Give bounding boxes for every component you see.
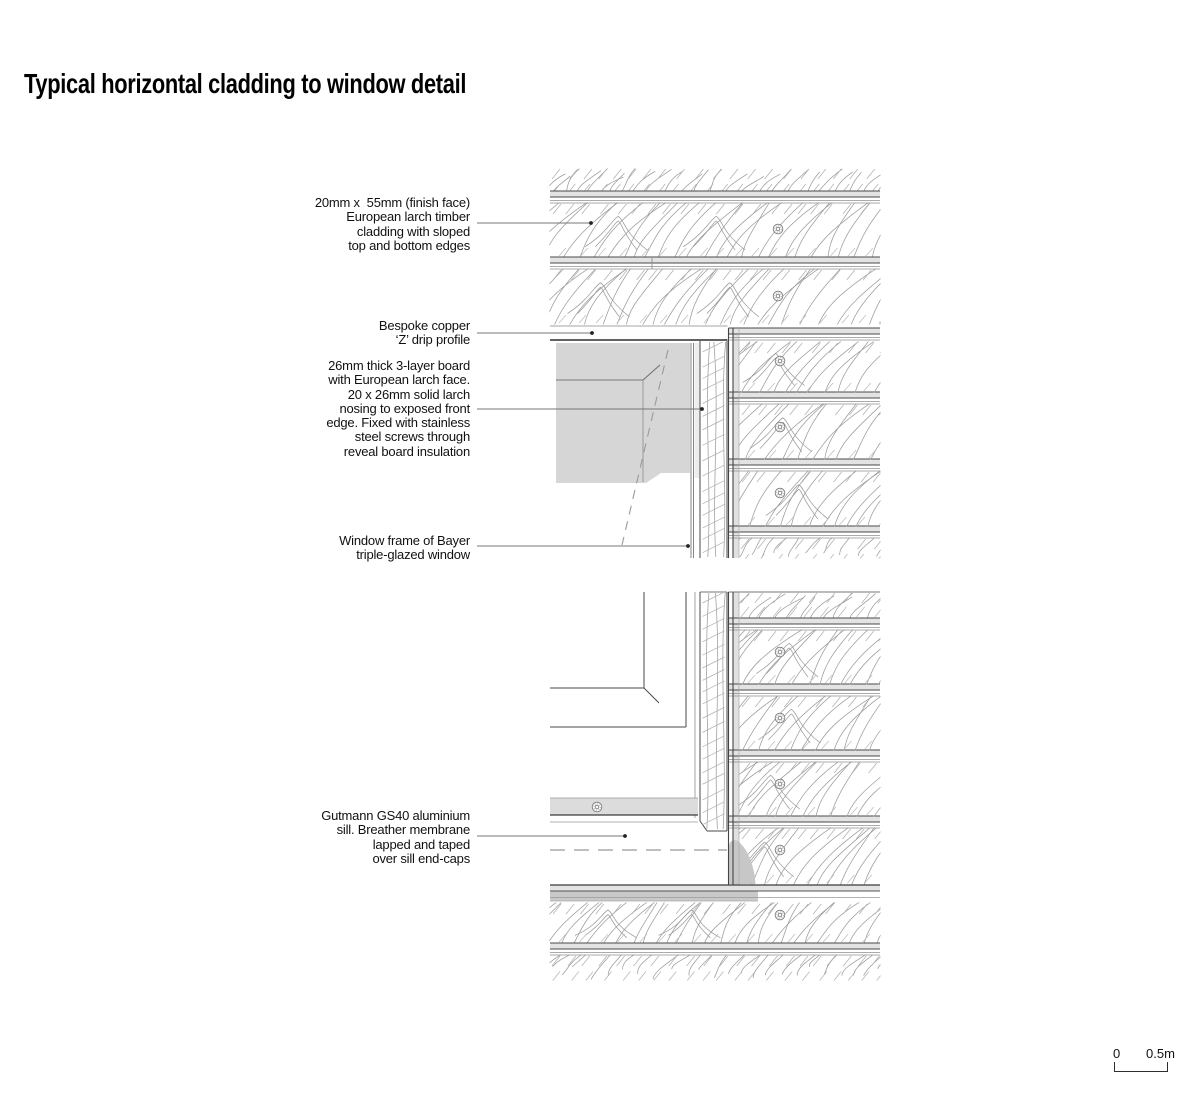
annotation-text-line: Bespoke copper	[378, 318, 470, 333]
annotation-window-frame	[339, 534, 470, 563]
timber-board	[697, 694, 929, 752]
window-frame-corner	[550, 592, 695, 818]
reveal-board-lower	[700, 592, 727, 831]
board-separator-band	[729, 816, 881, 828]
scale-zero-label: 0	[1113, 1046, 1121, 1061]
timber-board	[508, 267, 909, 326]
annotation-text-line: top and bottom edges	[348, 237, 470, 253]
annotation-text-line: edge. Fixed with stainless	[326, 415, 470, 431]
screw-fixing-icon	[775, 713, 785, 723]
leader-line	[477, 331, 594, 335]
screw-fixing-icon	[775, 910, 785, 920]
annotation-text-line: nosing to exposed front	[339, 400, 470, 416]
sill-flashing	[550, 798, 756, 884]
reveal-board-grain	[703, 592, 726, 829]
annotation-sill	[321, 809, 470, 866]
board-separator-band	[729, 750, 881, 762]
screw-fixing-icon	[775, 488, 785, 498]
board-separator-band	[729, 684, 881, 696]
cladding-top-block	[508, 168, 909, 326]
annotation-text-line: Gutmann GS40 aluminium	[321, 808, 470, 823]
board-separator-band	[729, 392, 881, 404]
annotation-text-line: with European larch face.	[328, 372, 470, 388]
annotation-text-line: cladding with sloped	[356, 223, 470, 239]
leader-dot	[686, 544, 690, 548]
annotation-text-line: over sill end-caps	[372, 850, 470, 866]
annotation-text-line: Window frame of Bayer	[339, 533, 470, 548]
board-separator-band	[729, 618, 881, 630]
leader-lines	[477, 221, 704, 838]
reveal-board-grain	[703, 341, 726, 557]
leader-dot	[589, 221, 593, 225]
board-separator-band	[729, 459, 881, 471]
board-separator-band	[550, 943, 880, 955]
annotation-cladding	[315, 196, 470, 253]
timber-board	[697, 402, 924, 461]
timber-board-partial	[721, 536, 890, 564]
timber-board	[518, 901, 920, 945]
timber-board-partial	[530, 168, 889, 194]
annotation-reveal-board	[326, 359, 470, 459]
annotation-text-line: sill. Breather membrane	[336, 822, 470, 838]
annotation-text-line: 26mm thick 3-layer board	[328, 358, 470, 373]
screw-fixing-icon	[775, 845, 785, 855]
annotation-text-line: reveal board insulation	[343, 443, 470, 459]
annotation-text-line: 20mm x 55mm (finish face)	[314, 195, 470, 210]
reveal-board-upper	[700, 341, 727, 558]
timber-board-partial	[529, 953, 905, 981]
leader-line	[477, 834, 627, 838]
head-detail	[556, 343, 700, 558]
scale-end-label: 0.5m	[1146, 1046, 1175, 1061]
screw-fixing-icon	[775, 422, 785, 432]
annotation-text-line: European larch timber	[346, 209, 470, 225]
leader-dot	[590, 331, 594, 335]
timber-board	[508, 201, 902, 259]
annotation-text-line: 20 x 26mm solid larch	[347, 386, 470, 402]
board-separator-band	[550, 191, 880, 203]
timber-board-partial	[717, 593, 907, 620]
annotation-text-line: ‘Z’ drip profile	[395, 332, 470, 348]
annotation-text-line: lapped and taped	[372, 836, 470, 852]
leader-line	[477, 544, 690, 548]
leader-line	[477, 221, 593, 225]
screw-fixing-icon	[773, 291, 783, 301]
leader-dot	[700, 407, 704, 411]
bottom-block-screws	[775, 910, 785, 920]
board-separator-band	[729, 526, 881, 538]
annotation-copper-drip	[379, 319, 470, 348]
board-separator-band	[550, 257, 880, 269]
screw-fixing-icon	[773, 224, 783, 234]
right-column-screws	[775, 356, 785, 855]
cladding-bottom-block	[518, 885, 920, 981]
scale-bar-bracket	[1114, 1062, 1168, 1072]
timber-board	[697, 469, 932, 528]
screw-fixing-icon	[775, 647, 785, 657]
leader-dot	[623, 834, 627, 838]
annotation-text-line: triple-glazed window	[356, 547, 470, 563]
annotation-text-line: steel screws through	[354, 429, 470, 445]
screw-fixing-icon	[775, 779, 785, 789]
screw-fixing-icon	[775, 356, 785, 366]
board-separator-band	[729, 328, 881, 340]
page-title: Typical horizontal cladding to window detail	[24, 68, 467, 99]
screw-fixing-icon	[592, 802, 602, 812]
